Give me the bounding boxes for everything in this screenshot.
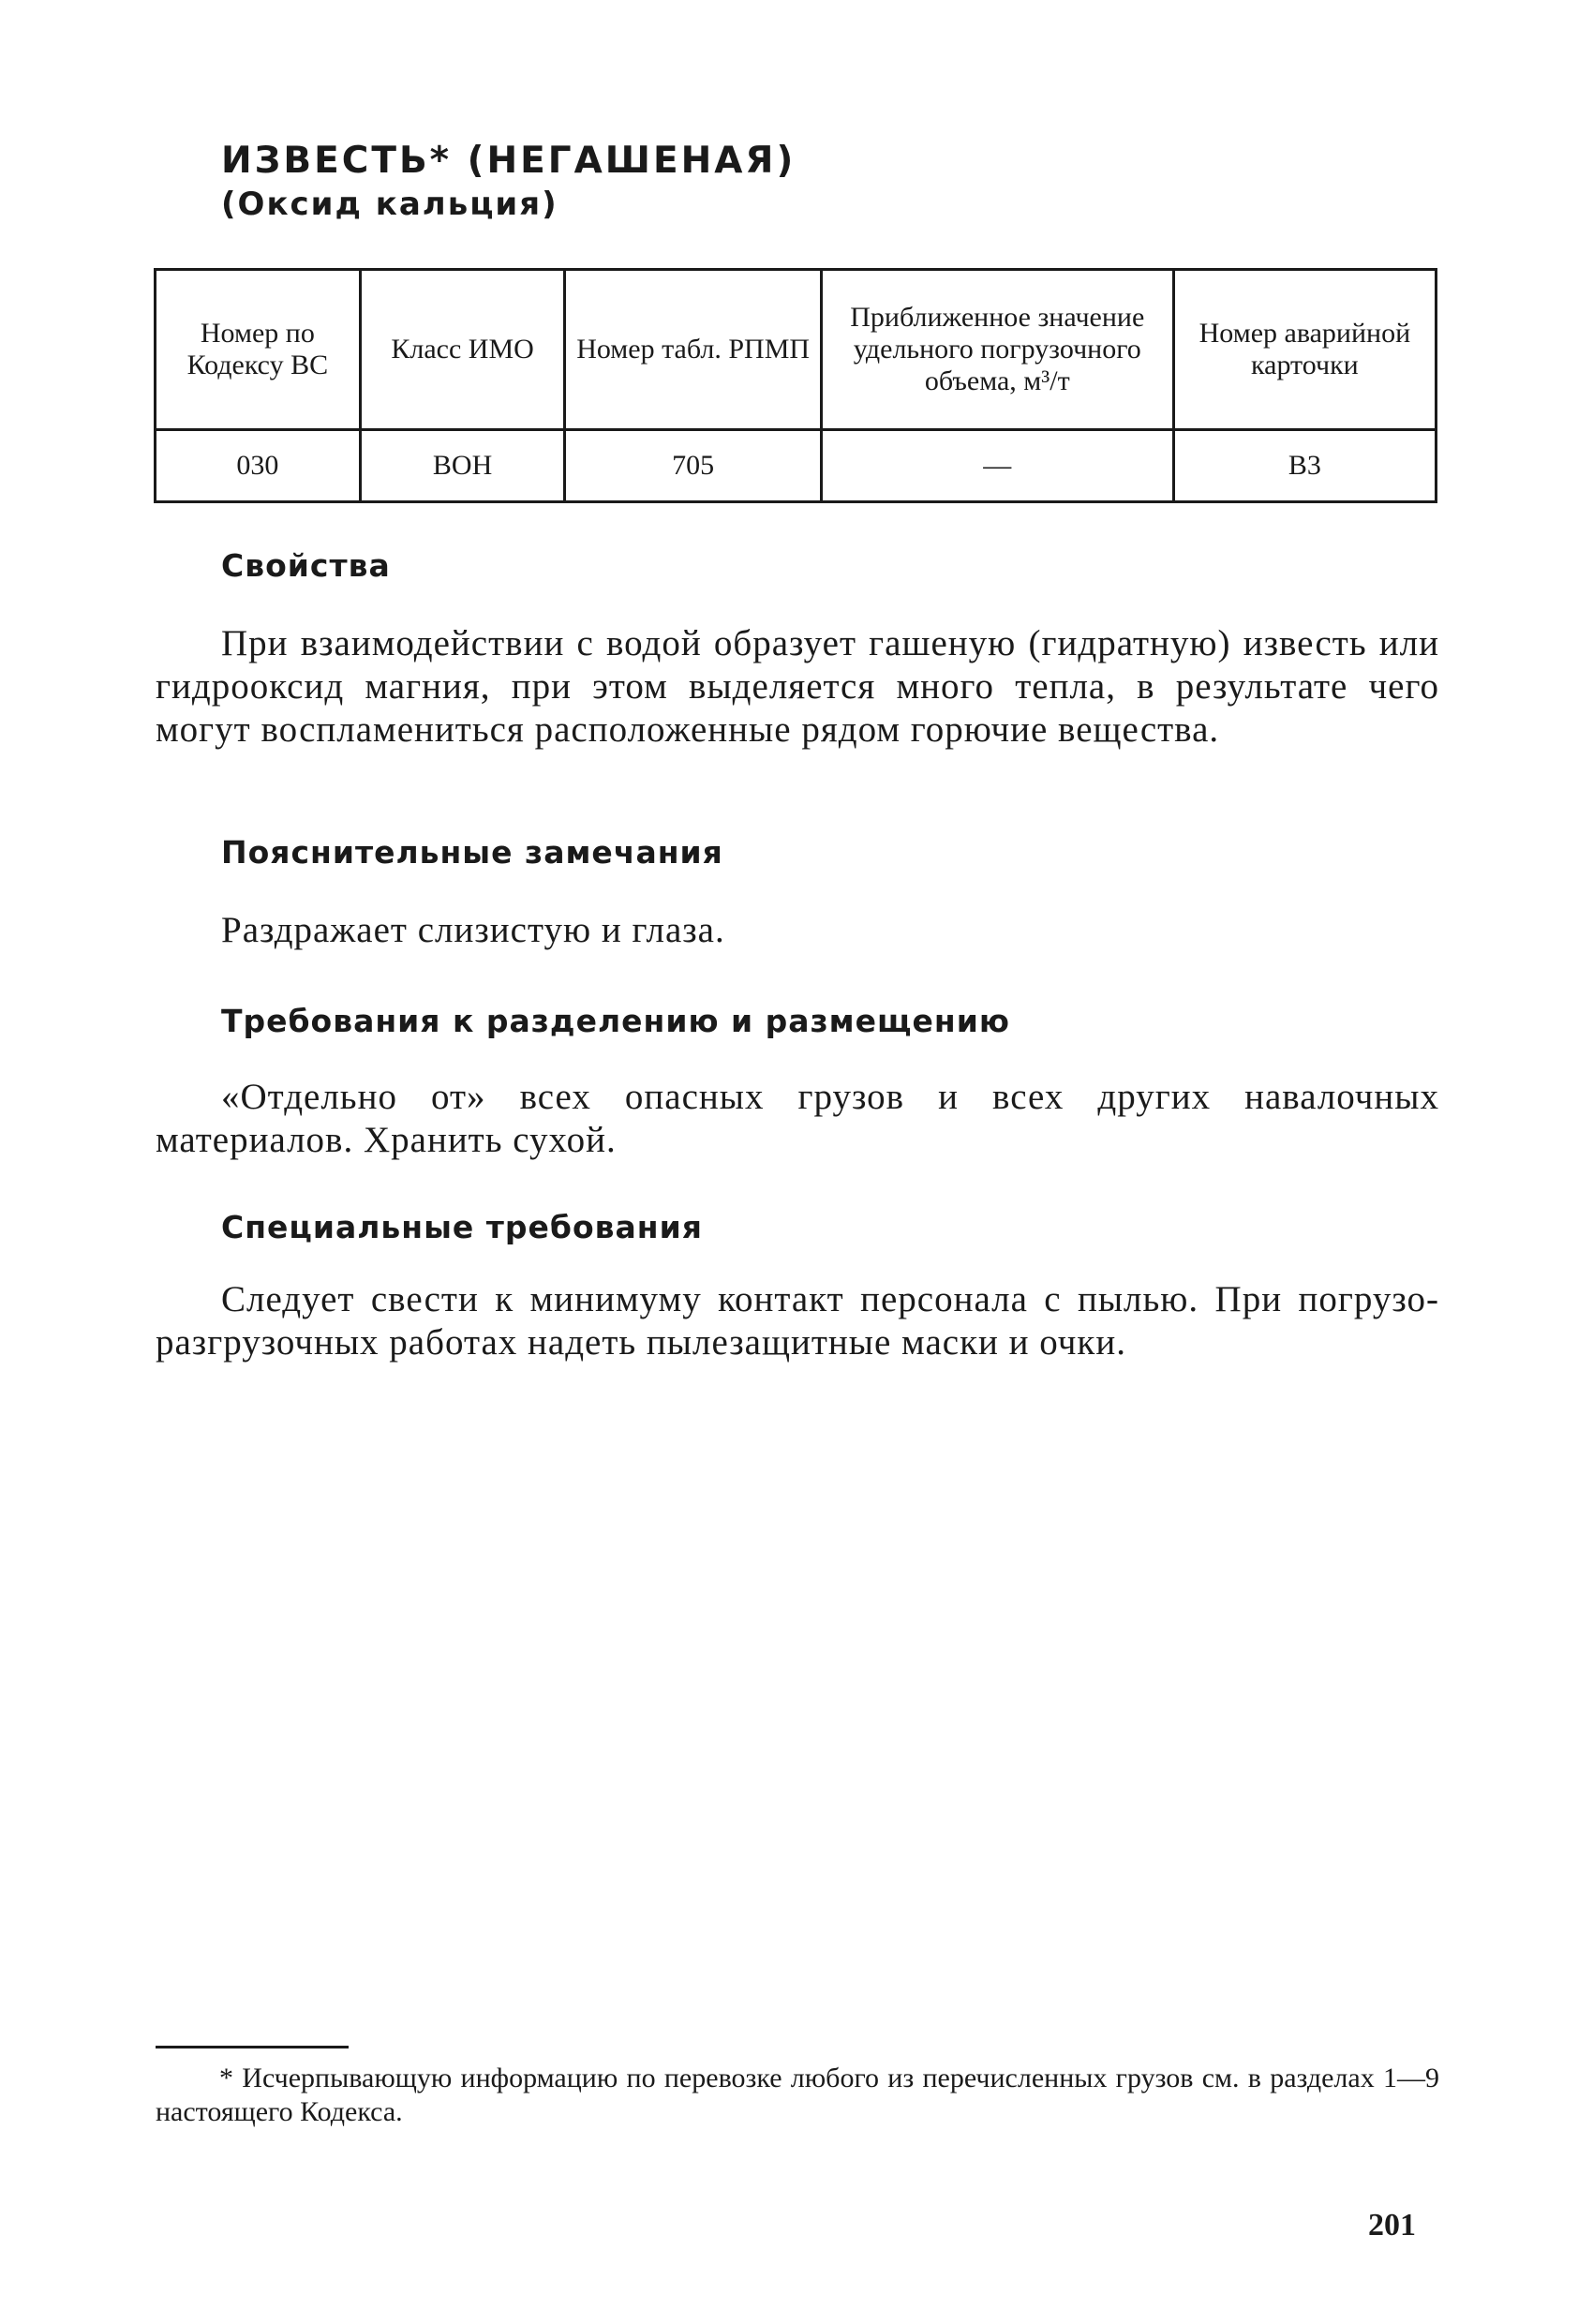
table-header-row xyxy=(156,270,1437,430)
cell-stowage-factor: — xyxy=(821,430,1173,502)
section-heading-notes: Пояснительные замечания xyxy=(221,834,723,871)
section-text-notes: Раздражает слизистую и глаза. xyxy=(221,910,725,950)
header-rpmp-table-number: Номер табл. РПМП xyxy=(565,270,821,430)
header-emergency-card-number: Номер аварийной карточки xyxy=(1173,270,1436,430)
cell-emergency-card-number: В3 xyxy=(1173,430,1436,502)
section-text-properties: При взаимодействии с водой образует гашеную (гидратную) известь или гидрооксид магния, при этом выделяется много тепла, в результате чего могут воспламениться расположенные рядом горючие вещества. xyxy=(156,623,1439,750)
section-heading-properties: Свойства xyxy=(221,547,391,584)
table-row xyxy=(156,430,1437,502)
section-text-special: Следует свести к минимуму контакт персонала с пылью. При погрузо-разгрузочных работах надеть пылезащитные маски и очки. xyxy=(156,1279,1439,1363)
cell-imo-class: ВОН xyxy=(360,430,565,502)
cell-bc-code-number: 030 xyxy=(156,430,361,502)
footnote: * Исчерпывающую информацию по перевозке любого из перечисленных грузов см. в разделах 1—9 настоящего Кодекса. xyxy=(156,2063,1439,2127)
cell-rpmp-table-number: 705 xyxy=(565,430,821,502)
page-title: ИЗВЕСТЬ* (НЕГАШЕНАЯ) xyxy=(221,140,796,182)
header-bc-code-number: Номер по Кодексу ВС xyxy=(156,270,361,430)
section-heading-segregation: Требования к разделению и размещению xyxy=(221,1003,1010,1039)
section-text-segregation: «Отдельно от» всех опасных грузов и всех других навалочных материалов. Хранить сухой. xyxy=(156,1077,1439,1160)
cargo-info-table-container xyxy=(154,268,1437,503)
header-stowage-factor: Приближенное значение удельного погрузочного объема, м³/т xyxy=(821,270,1173,430)
cargo-info-table xyxy=(154,268,1437,503)
page-number: 201 xyxy=(1368,2208,1416,2242)
footnote-divider xyxy=(156,2046,349,2048)
section-heading-special: Специальные требования xyxy=(221,1209,703,1245)
page-subtitle: (Оксид кальция) xyxy=(221,186,558,223)
header-imo-class: Класс ИМО xyxy=(360,270,565,430)
